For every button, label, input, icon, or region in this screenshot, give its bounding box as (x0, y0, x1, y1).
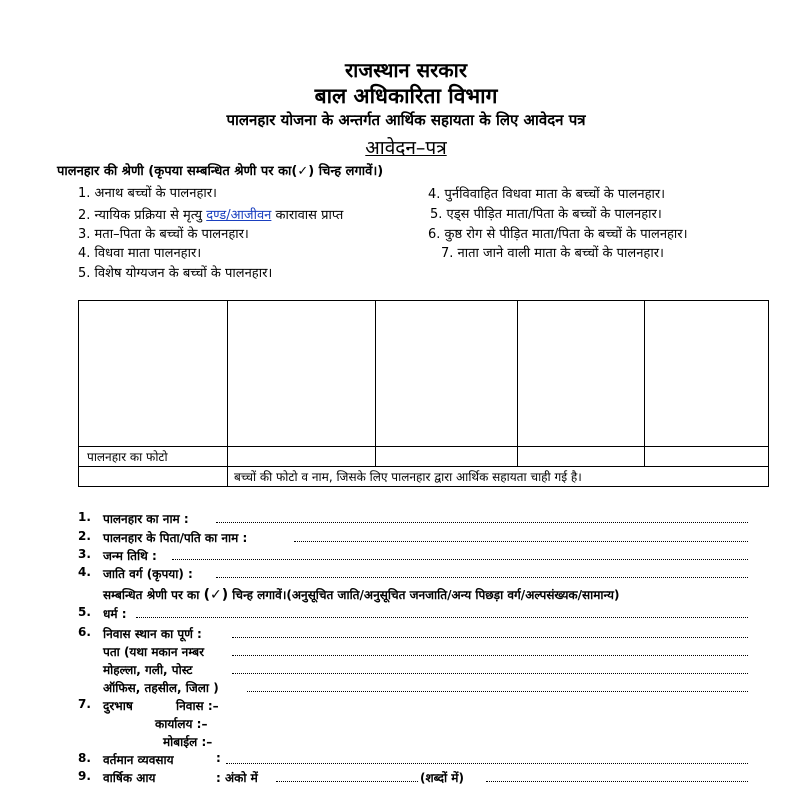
field-caste-input[interactable] (216, 577, 748, 578)
child-photo-box-2[interactable] (376, 301, 518, 447)
field-address-line-4: ऑफिस, तहसील, जिला ) (103, 681, 219, 695)
field-address-line-3: मोहल्ला, गली, पोस्ट (103, 663, 193, 677)
field-phone-mobile[interactable]: मोबाईल :– (163, 735, 213, 749)
field-address-input-1[interactable] (232, 637, 748, 638)
category-item-2-rest: कारावास प्राप्त (275, 208, 344, 223)
child-photo-box-1[interactable] (228, 301, 376, 447)
field-occupation-label: वर्तमान व्यवसाय (103, 753, 174, 767)
field-father-husband-input[interactable] (294, 541, 748, 542)
category-item-r7: 7. नाता जाने वाली माता के बच्चों के पालनहार। (441, 246, 664, 261)
field-6-number: 6. (78, 625, 91, 639)
child-name-1[interactable] (228, 447, 376, 467)
child-photo-box-4[interactable] (645, 301, 769, 447)
child-name-4[interactable] (645, 447, 769, 467)
field-address-input-2[interactable] (232, 655, 748, 656)
field-4-number: 4. (78, 565, 91, 579)
field-father-husband-label: पालनहार के पिता/पति का नाम : (103, 531, 248, 545)
field-religion-label: धर्म : (103, 607, 127, 621)
field-address-label: निवास स्थान का पूर्ण : (103, 627, 202, 641)
scheme-title: पालनहार योजना के अन्तर्गत आर्थिक सहायता के लिए आवेदन पत्र (226, 111, 586, 129)
field-income-digits-label: : अंको में (216, 771, 258, 785)
field-religion-input[interactable] (136, 617, 748, 618)
field-phone-office[interactable]: कार्यालय :– (155, 717, 208, 731)
category-item-2-text: 2. न्यायिक प्रक्रिया से मृत्यु (78, 208, 203, 223)
child-name-3[interactable] (518, 447, 645, 467)
caregiver-photo-box[interactable] (79, 301, 228, 447)
field-phone-residence[interactable]: निवास :– (176, 699, 219, 713)
category-item-1: 1. अनाथ बच्चों के पालनहार। (78, 186, 217, 201)
caste-note (103, 586, 620, 603)
field-occupation-colon: : (216, 751, 221, 765)
field-5-number: 5. (78, 605, 91, 619)
field-7-number: 7. (78, 697, 91, 711)
form-title: आवेदन–पत्र (365, 137, 447, 159)
category-item-r5: 5. एड्स पीड़ित माता/पिता के बच्चों के पालनहार। (430, 207, 662, 222)
category-heading: पालनहार की श्रेणी (कृपया सम्बन्धित श्रेणी पर का(✓) चिन्ह लगावें।) (57, 164, 384, 179)
field-2-number: 2. (78, 529, 91, 543)
photo-table (78, 300, 769, 487)
field-caregiver-name-input[interactable] (216, 522, 748, 523)
field-dob-label: जन्म तिथि : (103, 549, 157, 563)
field-address-input-4[interactable] (247, 691, 748, 692)
field-address-input-3[interactable] (232, 673, 748, 674)
category-item-r6: 6. कुष्ठ रोग से पीड़ित माता/पिता के बच्चों के पालनहार। (428, 227, 688, 242)
category-item-5: 5. विशेष योग्यजन के बच्चों के पालनहार। (78, 266, 273, 281)
caste-note-a: सम्बन्धित श्रेणी पर का (103, 588, 200, 602)
field-income-digits-input[interactable] (276, 781, 418, 782)
field-address-line-2: पता (यथा मकान नम्बर (103, 645, 204, 659)
field-9-number: 9. (78, 769, 91, 783)
field-caregiver-name-label: पालनहार का नाम : (103, 512, 189, 526)
field-income-words-label: (शब्दों में) (420, 771, 464, 785)
field-phone-label: दुरभाष (103, 699, 133, 713)
field-income-words-input[interactable] (486, 781, 748, 782)
department-title: बाल अधिकारिता विभाग (314, 84, 498, 108)
field-8-number: 8. (78, 751, 91, 765)
field-income-label: वार्षिक आय (103, 771, 156, 785)
child-photo-box-3[interactable] (518, 301, 645, 447)
field-dob-input[interactable] (172, 559, 748, 560)
children-photo-caption: बच्चों की फोटो व नाम, जिसके लिए पालनहार द्वारा आर्थिक सहायता चाही गई है। (228, 467, 769, 487)
category-item-2-link[interactable]: दण्ड/आजीवन (206, 208, 272, 223)
blank-cell (79, 467, 228, 487)
child-name-2[interactable] (376, 447, 518, 467)
checkmark-icon: (✓) (203, 587, 229, 603)
field-1-number: 1. (78, 510, 91, 524)
category-item-4: 4. विधवा माता पालनहार। (78, 246, 202, 261)
category-item-r4: 4. पुर्नविवाहित विधवा माता के बच्चों के पालनहार। (428, 187, 666, 202)
category-item-2 (78, 205, 343, 223)
caregiver-photo-label: पालनहार का फोटो (79, 447, 228, 467)
field-occupation-input[interactable] (226, 763, 748, 764)
field-caste-label: जाति वर्ग (कृपया) : (103, 567, 193, 581)
category-item-3: 3. मता–पिता के बच्चों के पालनहार। (78, 227, 249, 242)
caste-note-c: चिन्ह लगावें।(अनुसूचित जाति/अनुसूचित जनजाति/अन्य पिछड़ा वर्ग/अल्पसंख्यक/सामान्य) (232, 588, 620, 602)
government-title: राजस्थान सरकार (344, 58, 468, 82)
field-3-number: 3. (78, 547, 91, 561)
